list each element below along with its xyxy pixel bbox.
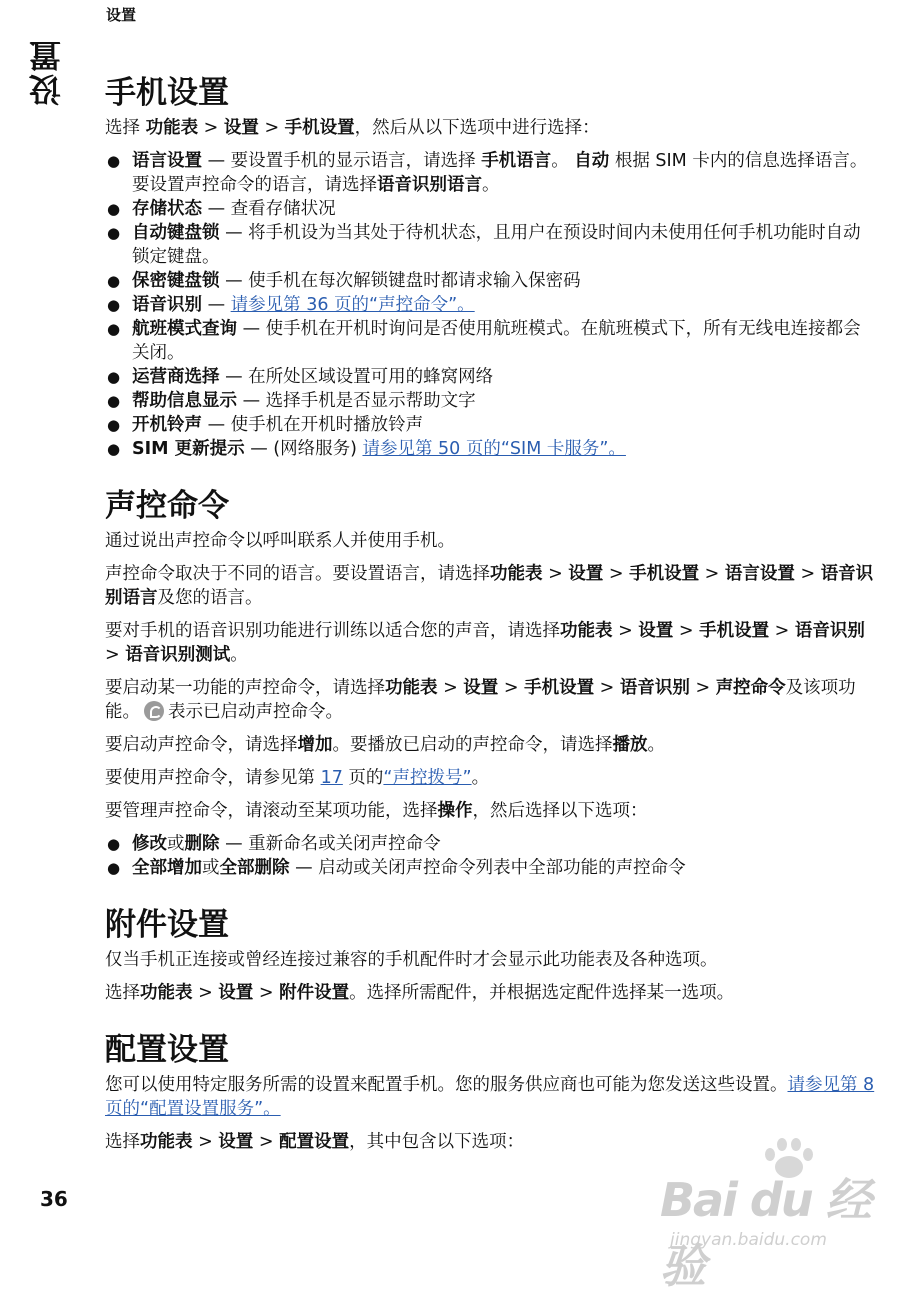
list-item: ● 自动键盘锁 — 将手机设为当其处于待机状态，且用户在预设时间内未使用任何手机功能时自动锁定键盘。: [105, 221, 875, 269]
paragraph: 要启动某一功能的声控命令，请选择功能表 > 设置 > 手机设置 > 语音识别 > 声控命令及该项功能。 表示已启动声控命令。: [105, 678, 856, 722]
intro-paragraph: 选择 功能表 > 设置 > 手机设置，然后从以下选项中进行选择：: [105, 118, 600, 138]
list-item: ● 运营商选择 — 在所处区域设置可用的蜂窝网络: [105, 365, 875, 389]
side-tab-title: 设置: [28, 38, 66, 106]
paragraph: 选择功能表 > 设置 > 附件设置。选择所需配件，并根据选定配件选择某一选项。: [105, 983, 735, 1003]
paragraph: 您可以使用特定服务所需的设置来配置手机。您的服务供应商也可能为您发送这些设置。请参见第 8 页的“配置设置服务”。: [105, 1075, 875, 1119]
paragraph: 要对手机的语音识别功能进行训练以适合您的声音，请选择功能表 > 设置 > 手机设置 > 语音识别 > 语音识别测试。: [105, 621, 865, 665]
paragraph: 仅当手机正连接或曾经连接过兼容的手机配件时才会显示此功能表及各种选项。: [105, 950, 718, 970]
baidu-jingyan-watermark: [646, 1130, 906, 1293]
link-config-service[interactable]: 请参见第 8 页的“配置设置服务”。: [105, 1075, 875, 1119]
link-voice-dialing[interactable]: “声控拨号”: [383, 768, 472, 788]
section-title: 配置设置: [105, 1032, 229, 1068]
page-content: [105, 72, 875, 1178]
section-title: 附件设置: [105, 907, 229, 943]
list-item: ● 全部增加或全部删除 — 启动或关闭声控命令列表中全部功能的声控命令: [105, 856, 875, 880]
list-item: ● 修改或删除 — 重新命名或关闭声控命令: [105, 832, 875, 856]
list-item: ● 语音识别 — 请参见第 36 页的“声控命令”。: [105, 293, 875, 317]
paragraph: 选择功能表 > 设置 > 配置设置，其中包含以下选项：: [105, 1132, 525, 1152]
paragraph: 声控命令取决于不同的语言。要设置语言，请选择功能表 > 设置 > 手机设置 > 语言设置 > 语音识别语言及您的语言。: [105, 564, 874, 608]
list-item: ● 语言设置 — 要设置手机的显示语言，请选择 手机语言。 自动 根据 SIM 卡内的信息选择语言。要设置声控命令的语言，请选择语音识别语言。: [105, 149, 875, 197]
list-item: ● SIM 更新提示 — (网络服务) 请参见第 50 页的“SIM 卡服务”。: [105, 437, 875, 461]
paragraph: 要使用声控命令，请参见第 17 页的“声控拨号”。: [105, 768, 490, 788]
paragraph: 要启动声控命令，请选择增加。要播放已启动的声控命令，请选择播放。: [105, 735, 665, 755]
list-item: ● 保密键盘锁 — 使手机在每次解锁键盘时都请求输入保密码: [105, 269, 875, 293]
list-item: ● 航班模式查询 — 使手机在开机时询问是否使用航班模式。在航班模式下，所有无线电连接都会关闭。: [105, 317, 875, 365]
watermark-logo-text: Bai du 经验: [660, 1173, 870, 1293]
page-number: 36: [40, 1187, 68, 1211]
watermark-url: jingyan.baidu.com: [670, 1230, 827, 1250]
section-title: 声控命令: [105, 488, 229, 524]
link-voice-commands[interactable]: 请参见第 36 页的“声控命令”。: [230, 295, 475, 315]
list-item: ● 存储状态 — 查看存储状况: [105, 197, 875, 221]
link-sim-services[interactable]: 请参见第 50 页的“SIM 卡服务”。: [362, 439, 626, 459]
running-header: 设置: [106, 6, 137, 24]
section-title: 手机设置: [105, 75, 229, 111]
list-item: ● 开机铃声 — 使手机在开机时播放铃声: [105, 413, 875, 437]
list-item: ● 帮助信息显示 — 选择手机是否显示帮助文字: [105, 389, 875, 413]
link-page-17[interactable]: 17: [320, 768, 343, 788]
paragraph: 通过说出声控命令以呼叫联系人并使用手机。: [105, 531, 455, 551]
voice-command-icon: [144, 701, 164, 721]
options-list: [105, 832, 875, 880]
options-list: [105, 149, 875, 461]
section-accessory-settings: [105, 904, 875, 1005]
section-voice-commands: [105, 485, 875, 880]
section-phone-settings: [105, 72, 875, 461]
paragraph: 要管理声控命令，请滚动至某项功能，选择操作，然后选择以下选项：: [105, 801, 648, 821]
